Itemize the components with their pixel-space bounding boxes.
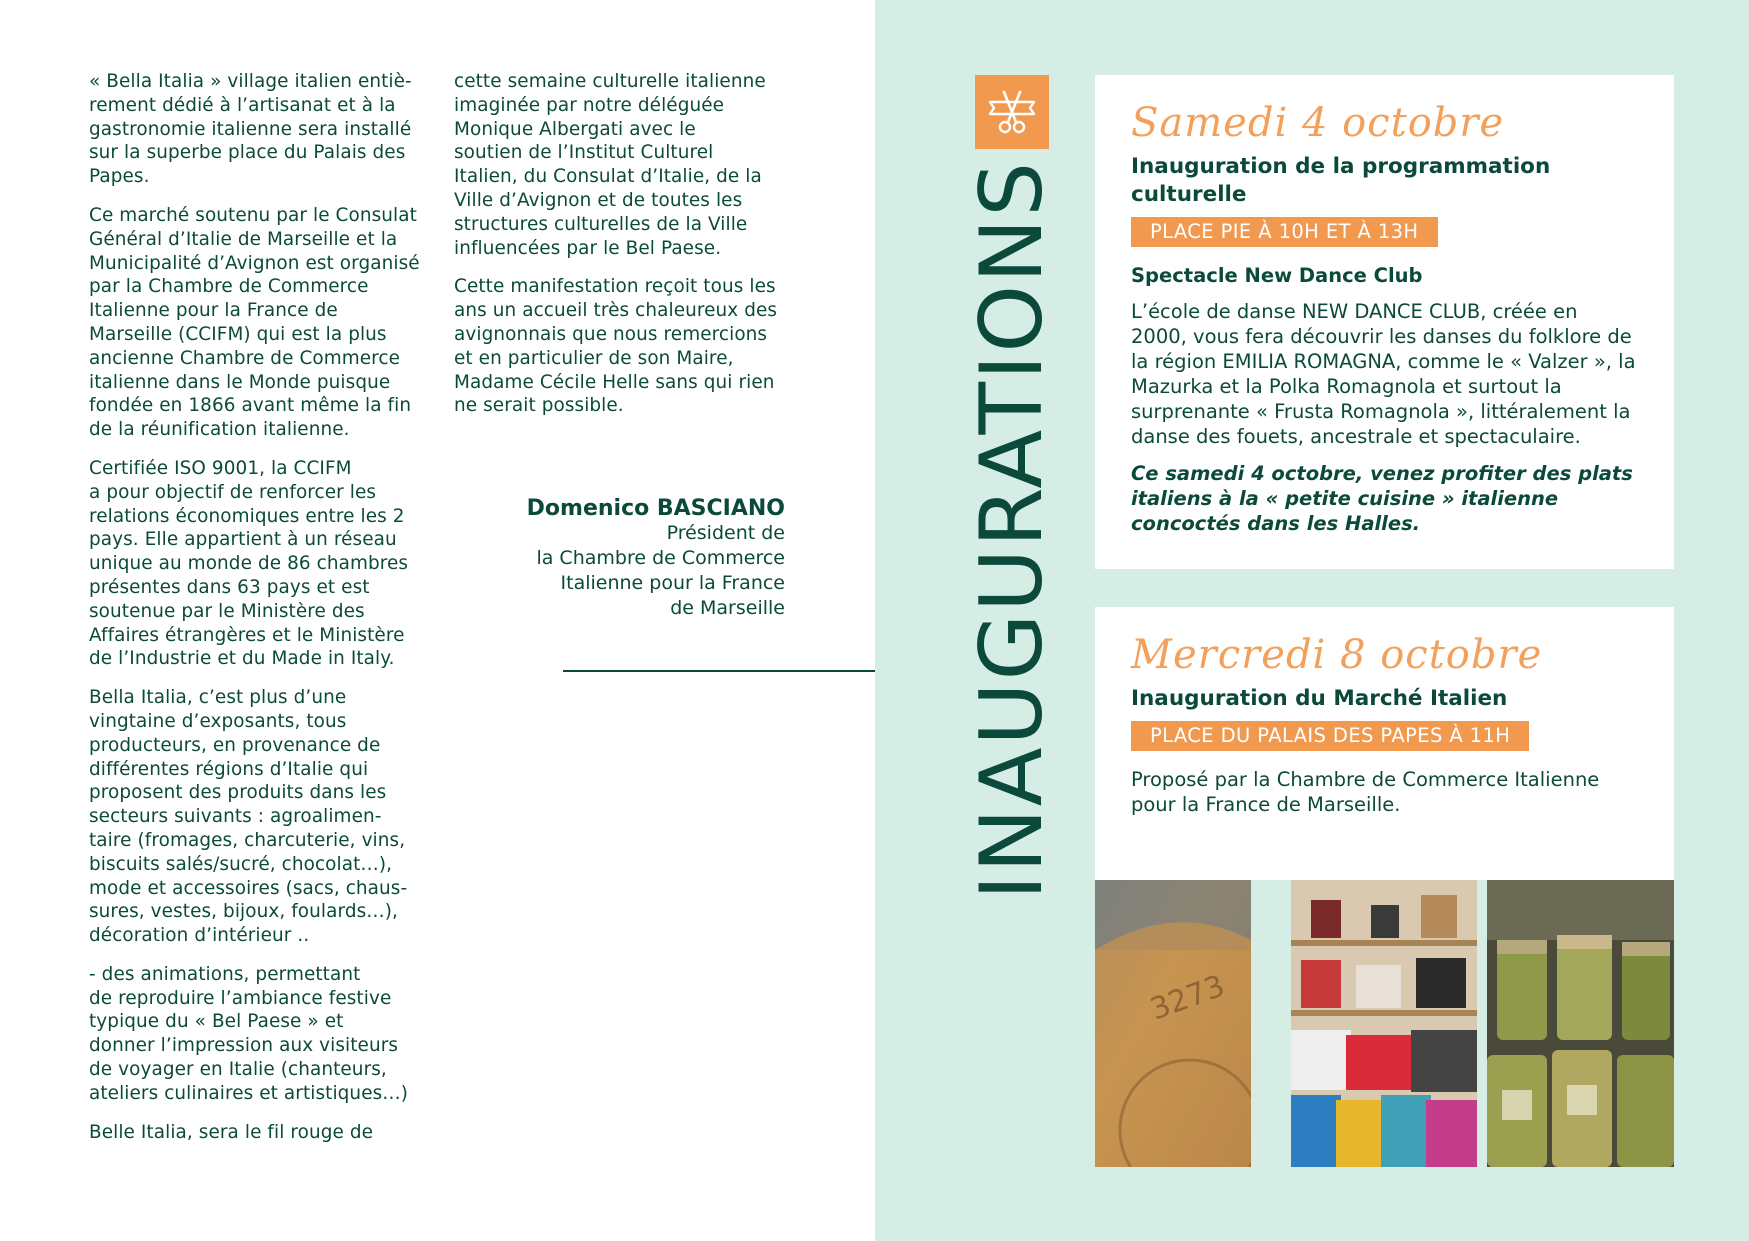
divider-line bbox=[563, 670, 875, 672]
event-heading: Inauguration de la programmation culturelle bbox=[1131, 154, 1551, 207]
event-note: Ce samedi 4 octobre, venez profiter des plats italiens à la « petite cuisine » italienne concoctés dans les Halles. bbox=[1131, 462, 1633, 535]
paragraph-semaine: cette semaine culturelle italienne imaginée par notre déléguée Monique Albergati avec le soutien de l’Institut Culturel Italien, du Consulat d’Italie, de la Ville d’Avignon et de toutes les structures culturelles de la Ville influencées par le Bel Paese. bbox=[454, 71, 766, 259]
event-date: Samedi 4 octobre bbox=[1131, 100, 1505, 146]
paragraph-bella-italia: « Bella Italia » village italien entiè- rement dédié à l’artisanat et à la gastronomie italienne sera installé sur la superbe place du Palais des Papes. bbox=[89, 71, 412, 188]
signature-name: Domenico BASCIANO bbox=[526, 496, 785, 521]
paragraph-exposants: Bella Italia, c’est plus d’une vingtaine d’exposants, tous producteurs, en provenance de différentes régions d’Italie qui proposent des produits dans les secteurs suivants : agroalimen- taire (fromages, charcuterie, vins, biscuits salés/sucré, chocolat…), mode et accessoires (sacs, chaus- sures, vestes, bijoux, foulards…), décoration d’intérieur .. bbox=[89, 687, 408, 947]
jars-image bbox=[1487, 880, 1674, 1167]
event-subheading: Spectacle New Dance Club bbox=[1131, 264, 1423, 287]
event-place-badge: PLACE PIE À 10H ET À 13H bbox=[1131, 217, 1438, 247]
section-title-vertical: INAUGURATIONS bbox=[962, 160, 1062, 900]
svg-text:3273: 3273 bbox=[1145, 968, 1230, 1028]
paragraph-iso: Certifiée ISO 9001, la CCIFM a pour objectif de renforcer les relations économiques entre les 2 pays. Elle appartient à un réseau unique au monde de 86 chambres présentes dans 63 pays et est soutenue par le Ministère des Affaires étrangères et le Ministère de l’Industrie et du Made in Italy. bbox=[89, 457, 409, 670]
event-heading: Inauguration du Marché Italien bbox=[1131, 686, 1508, 711]
cheese-image bbox=[1095, 880, 1251, 1167]
left-text-column bbox=[89, 70, 434, 1159]
event-place-badge: PLACE DU PALAIS DES PAPES À 11H bbox=[1131, 721, 1529, 751]
paragraph-marche: Ce marché soutenu par le Consulat Général d’Italie de Marseille et la Municipalité d’Avignon est organisé par la Chambre de Commerce Italienne pour la France de Marseille (CCIFM) qui est la plus ancienne Chambre de Commerce italienne dans le Monde puisque fondée en 1866 avant même la fin de la réunification italienne. bbox=[89, 204, 420, 441]
photo-preserve-jars bbox=[1487, 880, 1674, 1167]
paragraph-manifestation: Cette manifestation reçoit tous les ans un accueil très chaleureux des avignonnais que nous remercions et en particulier de son Maire, Madame Cécile Helle sans qui rien ne serait possible. bbox=[454, 276, 778, 417]
event-date: Mercredi 8 octobre bbox=[1131, 632, 1543, 678]
event-card-samedi bbox=[1095, 75, 1674, 569]
paragraph-fil-rouge: Belle Italia, sera le fil rouge de bbox=[89, 1121, 374, 1143]
paragraph-animations: - des animations, permettant de reproduire l’ambiance festive typique du « Bel Paese » et donner l’impression aux visiteurs de voyager en Italie (chanteurs, ateliers culinaires et artistiques…) bbox=[89, 963, 409, 1104]
bags-image bbox=[1291, 880, 1477, 1167]
photo-parmesan-cheese bbox=[1095, 880, 1251, 1167]
event-card-mercredi bbox=[1095, 607, 1674, 880]
photo-leather-bags bbox=[1291, 880, 1477, 1167]
middle-text-column bbox=[454, 70, 799, 433]
event-description: L’école de danse NEW DANCE CLUB, créée en 2000, vous fera découvrir les danses du folklore de la région EMILIA ROMAGNA, comme le « Valzer », la Mazurka et la Polka Romagnola et surtout la surprenante « Frusta Romagnola », littéralement la danse des fouets, ancestrale et spectaculaire. bbox=[1131, 300, 1636, 448]
signature-title: Président de la Chambre de Commerce Italienne pour la France de Marseille bbox=[536, 522, 785, 619]
scissors-ribbon-icon bbox=[975, 75, 1049, 149]
scissors-icon-svg bbox=[986, 86, 1038, 138]
event-description: Proposé par la Chambre de Commerce Italienne pour la France de Marseille. bbox=[1131, 768, 1600, 816]
signature-block bbox=[470, 496, 785, 621]
